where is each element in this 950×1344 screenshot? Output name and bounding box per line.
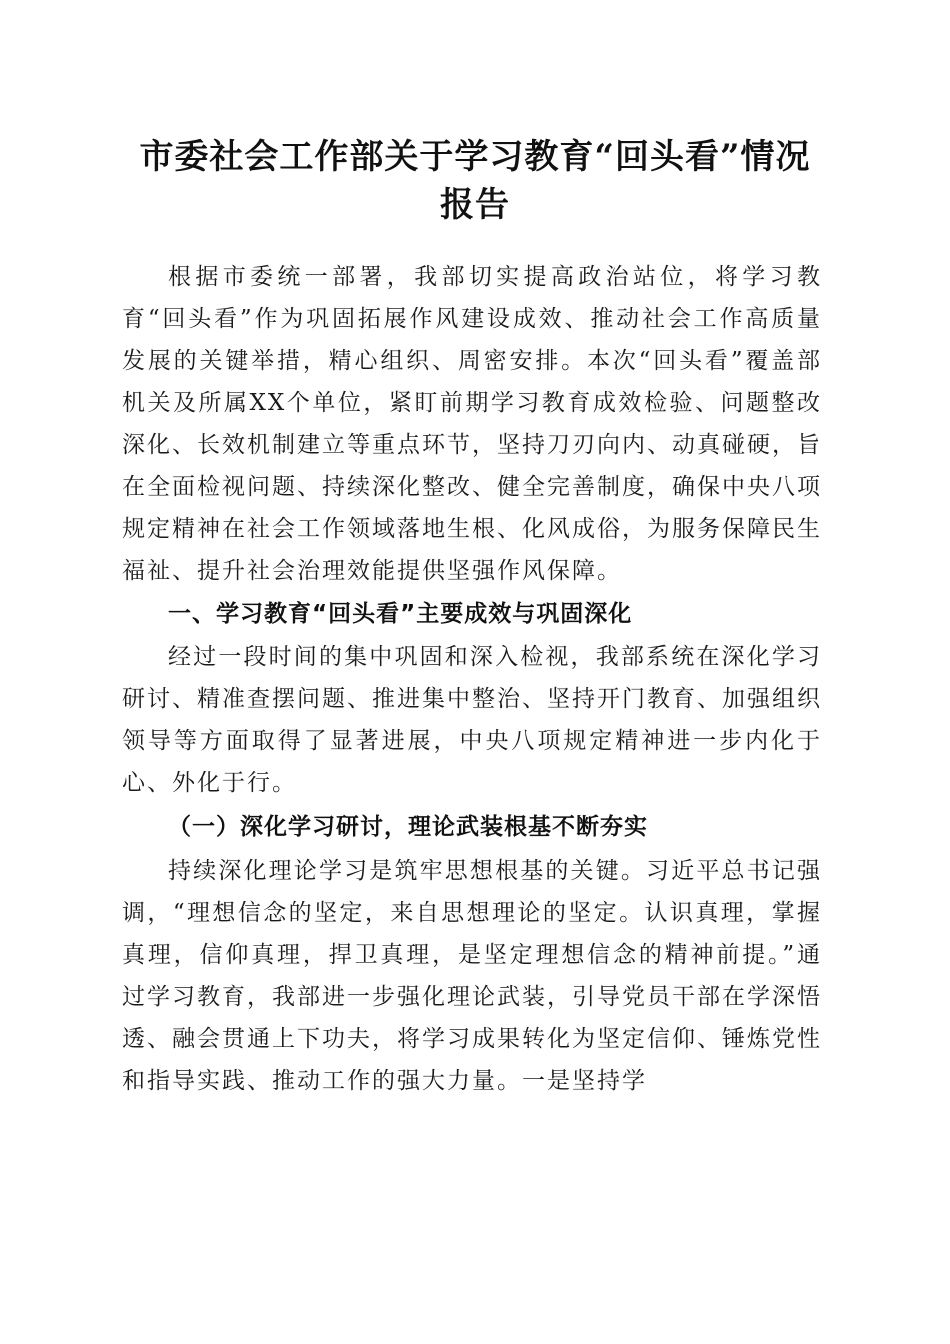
section-1-heading: 一、学习教育“回头看”主要成效与巩固深化 bbox=[168, 601, 633, 627]
document-title bbox=[110, 133, 840, 229]
intro-paragraph: 根据市委统一部署，我部切实提高政治站位，将学习教育“回头看”作为巩固拓展作风建设成效、推动社会工作高质量发展的关键举措，精心组织、周密安排。本次“回头看”覆盖部机关及所属XX个单位，紧盯前期学习教育成效检验、问题整改深化、长效机制建立等重点环节，坚持刀刃向内、动真碰硬，旨在全面检视问题、持续深化整改、健全完善制度，确保中央八项规定精神在社会工作领域落地生根、化风成俗，为服务保障民生福祉、提升社会治理效能提供坚强作风保障。 bbox=[122, 264, 822, 584]
title-line-1: 市委社会工作部关于学习教育“回头看”情况 bbox=[139, 137, 811, 177]
document-body bbox=[122, 256, 822, 1102]
section-1-paragraph: 经过一段时间的集中巩固和深入检视，我部系统在深化学习研讨、精准查摆问题、推进集中整治、坚持开门教育、加强组织领导等方面取得了显著进展，中央八项规定精神进一步内化于心、外化于行。 bbox=[122, 644, 822, 796]
title-line-2: 报告 bbox=[440, 185, 510, 225]
subsection-1-heading: （一）深化学习研讨，理论武装根基不断夯实 bbox=[168, 813, 648, 840]
subsection-1-paragraph: 持续深化理论学习是筑牢思想根基的关键。习近平总书记强调，“理想信念的坚定，来自思想理论的坚定。认识真理，掌握真理，信仰真理，捍卫真理，是坚定理想信念的精神前提。”通过学习教育，我部进一步强化理论武装，引导党员干部在学深悟透、融会贯通上下功夫，将学习成果转化为坚定信仰、锤炼党性和指导实践、推动工作的强大力量。一是坚持学 bbox=[122, 858, 822, 1094]
